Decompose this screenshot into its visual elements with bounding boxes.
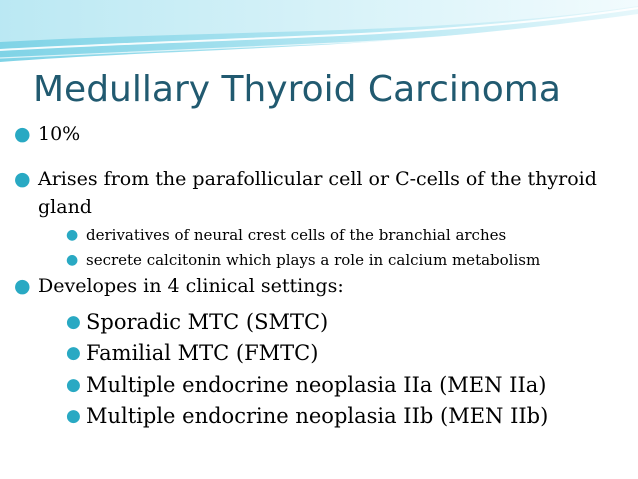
circle-bullet-icon: ● (66, 227, 79, 243)
circle-bullet-icon: ● (14, 123, 31, 145)
bullet-continuation (38, 195, 92, 219)
bullet-text: 10% (38, 123, 81, 145)
sub-bullet-item (66, 225, 507, 245)
sub-bullet-item (66, 340, 319, 366)
bullet-text: gland (38, 196, 92, 218)
bullet-text: Multiple endocrine neoplasia IIa (MEN IIa) (86, 373, 547, 397)
slide-title: Medullary Thyroid Carcinoma (33, 69, 561, 110)
circle-bullet-icon: ● (14, 275, 31, 297)
bullet-item (14, 274, 344, 298)
bullet-text: Sporadic MTC (SMTC) (86, 310, 329, 334)
bullet-item (14, 167, 597, 191)
bullet-text: Multiple endocrine neoplasia IIb (MEN IIb) (86, 404, 549, 428)
bullet-text: Arises from the parafollicular cell or C-cells of the thyroid (38, 168, 597, 190)
circle-bullet-icon: ● (66, 252, 79, 268)
bullet-item (14, 122, 81, 146)
sub-bullet-item (66, 309, 329, 335)
circle-bullet-icon: ● (66, 312, 81, 332)
circle-bullet-icon: ● (14, 168, 31, 190)
circle-bullet-icon: ● (66, 375, 81, 395)
sub-bullet-item (66, 372, 547, 398)
sub-bullet-item (66, 250, 541, 270)
sub-bullet-item (66, 403, 549, 429)
bullet-text: secrete calcitonin which plays a role in calcium metabolism (86, 251, 541, 269)
bullet-text: Developes in 4 clinical settings: (38, 275, 344, 297)
circle-bullet-icon: ● (66, 406, 81, 426)
bullet-text: derivatives of neural crest cells of the branchial arches (86, 226, 507, 244)
circle-bullet-icon: ● (66, 343, 81, 363)
bullet-text: Familial MTC (FMTC) (86, 341, 319, 365)
